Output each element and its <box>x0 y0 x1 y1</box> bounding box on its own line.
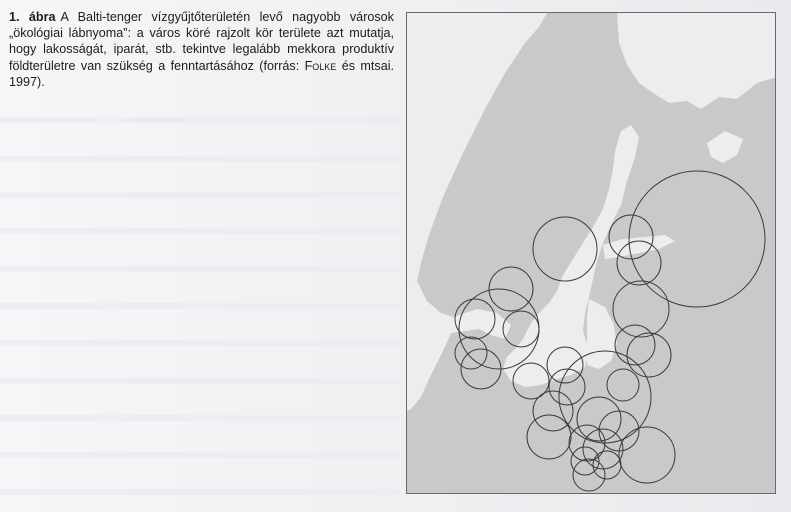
baltic-footprint-map <box>406 12 776 494</box>
show-through-line <box>0 378 400 384</box>
caption-text-end: és mtsai. 1997). <box>9 58 394 89</box>
caption-text: A Balti-tenger vízgyűjtőterületén levő nagyobb városok „ökológiai lábnyoma”: a város köré rajzolt kör területe azt mutatja, hogy lakosságát, iparát, stb. tekintve legalább mekkora produktív földterületre van szükség a fenntartásához (forrás: <box>9 10 394 73</box>
show-through-line <box>0 228 400 234</box>
show-through-line <box>0 266 400 272</box>
caption-author: Folke <box>304 58 337 73</box>
show-through-line <box>0 489 400 495</box>
figure-caption <box>9 9 394 90</box>
show-through-line <box>0 156 400 162</box>
show-through-line <box>0 452 400 458</box>
show-through-line <box>0 192 400 198</box>
show-through-line <box>0 415 400 421</box>
show-through-line <box>0 340 400 346</box>
map-svg <box>407 13 776 494</box>
show-through-line <box>0 117 400 123</box>
figure-label: 1. ábra <box>9 10 56 24</box>
show-through-line <box>0 303 400 309</box>
